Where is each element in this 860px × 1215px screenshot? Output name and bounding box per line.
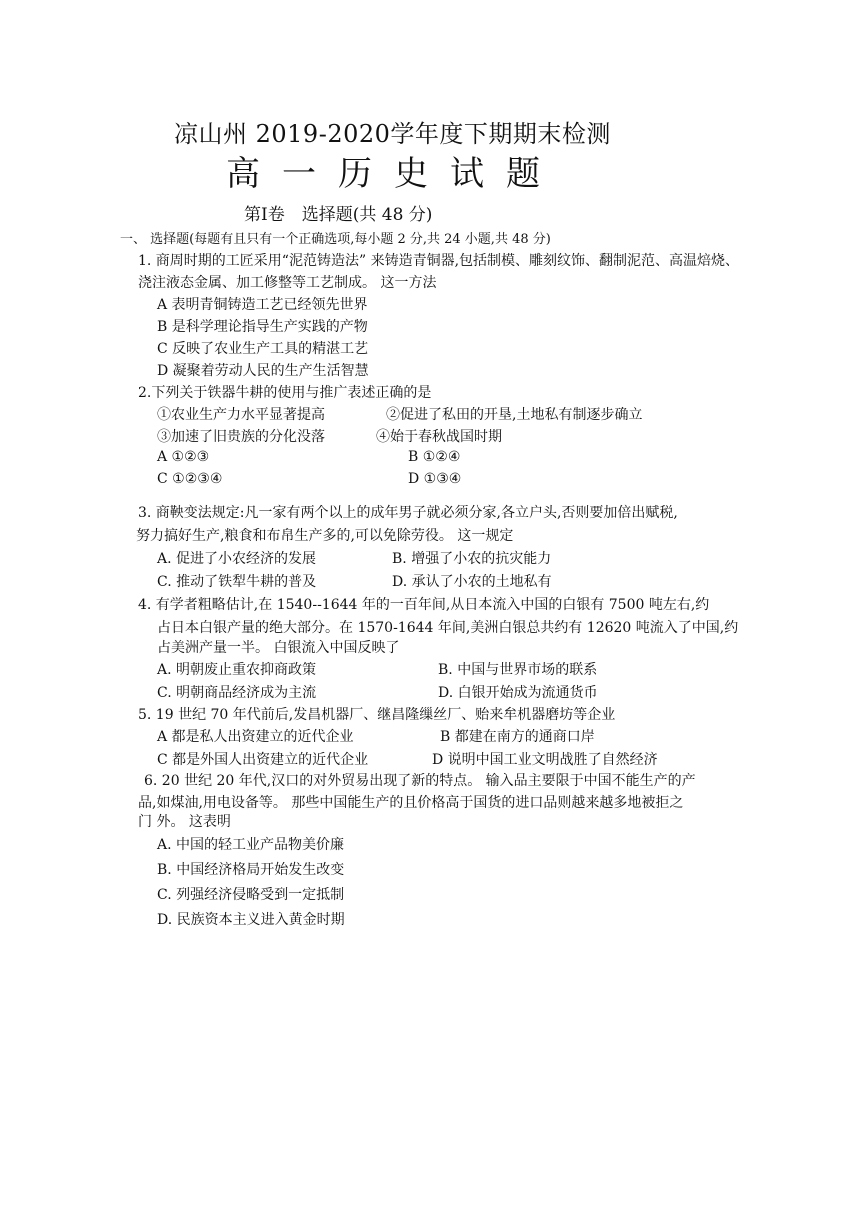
- question-2-option-d[interactable]: D ①③④: [408, 471, 462, 487]
- question-6-option-a[interactable]: A. 中国的轻工业产品物美价廉: [157, 837, 345, 853]
- question-2-item-1: ①农业生产力水平显著提高: [157, 407, 325, 423]
- question-5-option-d[interactable]: D 说明中国工业文明战胜了自然经济: [432, 752, 658, 768]
- question-3-option-c[interactable]: C. 推动了铁犁牛耕的普及: [157, 574, 317, 590]
- question-1-option-a[interactable]: A 表明青铜铸造工艺已经领先世界: [157, 297, 368, 313]
- question-6-stem-line2: 品,如煤油,用电设备等。 那些中国能生产的且价格高于国货的进口品则越来越多地被拒之: [138, 795, 684, 811]
- question-4-option-b[interactable]: B. 中国与世界市场的联系: [438, 662, 598, 678]
- exam-title-line1: 凉山州 2019-2020学年度下期期末检测: [174, 120, 611, 148]
- question-6-option-d[interactable]: D. 民族资本主义进入黄金时期: [157, 912, 345, 928]
- question-3-stem-line2: 努力搞好生产,粮食和布帛生产多的,可以免除劳役。 这一规定: [136, 528, 514, 544]
- question-1-stem-line2: 浇注液态金属、加工修整等工艺制成。 这一方法: [138, 275, 437, 291]
- question-6-option-b[interactable]: B. 中国经济格局开始发生改变: [157, 862, 345, 878]
- question-3-stem-line1: 3. 商鞅变法规定:凡一家有两个以上的成年男子就必须分家,各立户头,否则要加倍出赋税,: [138, 505, 678, 521]
- question-6-stem-line3: 门 外。 这表明: [138, 814, 231, 830]
- question-2-option-c[interactable]: C ①②③④: [157, 471, 223, 487]
- question-5-stem: 5. 19 世纪 70 年代前后,发昌机器厂、继昌隆缫丝厂、贻来牟机器磨坊等企业: [138, 707, 616, 723]
- question-4-stem-line2: 占日本白银产量的绝大部分。在 1570-1644 年间,美洲白银总共约有 12620 吨流入了中国,约: [157, 620, 739, 636]
- question-5-option-c[interactable]: C 都是外国人出资建立的近代企业: [157, 752, 369, 768]
- question-4-option-d[interactable]: D. 白银开始成为流通货币: [438, 685, 598, 701]
- question-4-stem-line3: 占美洲产量一半。 白银流入中国反映了: [157, 640, 400, 656]
- question-3-option-d[interactable]: D. 承认了小农的土地私有: [392, 574, 552, 590]
- question-4-option-a[interactable]: A. 明朝废止重农抑商政策: [157, 662, 317, 678]
- question-6-stem-line1: 6. 20 世纪 20 年代,汉口的对外贸易出现了新的特点。 输入品主要限于中国不能生产的产: [144, 773, 696, 789]
- question-2-stem: 2.下列关于铁器牛耕的使用与推广表述正确的是: [138, 385, 432, 401]
- question-1-option-c[interactable]: C 反映了农业生产工具的精湛工艺: [157, 341, 369, 357]
- question-2-item-4: ④始于春秋战国时期: [376, 429, 502, 445]
- part1-heading: 第Ⅰ卷 选择题(共 48 分): [244, 205, 433, 225]
- question-6-option-c[interactable]: C. 列强经济侵略受到一定抵制: [157, 887, 345, 903]
- section-instructions: 一、 选择题(每题有且只有一个正确选项,每小题 2 分,共 24 小题,共 48 分): [120, 232, 551, 247]
- question-1-option-d[interactable]: D 凝聚着劳动人民的生产生活智慧: [157, 363, 369, 379]
- question-3-option-b[interactable]: B. 增强了小农的抗灾能力: [392, 551, 552, 567]
- question-1-stem-line1: 1. 商周时期的工匠采用“泥范铸造法” 来铸造青铜器,包括制模、雕刻纹饰、翻制泥范、高温焙烧、: [138, 253, 740, 269]
- question-2-item-2: ②促进了私田的开垦,土地私有制逐步确立: [386, 407, 643, 423]
- question-2-option-b[interactable]: B ①②④: [408, 449, 461, 465]
- question-5-option-a[interactable]: A 都是私人出资建立的近代企业: [157, 729, 354, 745]
- question-4-option-c[interactable]: C. 明朝商品经济成为主流: [157, 685, 317, 701]
- question-4-stem-line1: 4. 有学者粗略估计,在 1540--1644 年的一百年间,从日本流入中国的白银有 7500 吨左右,约: [138, 597, 710, 613]
- question-1-option-b[interactable]: B 是科学理论指导生产实践的产物: [157, 319, 368, 335]
- exam-title-subject: 高一历史试题: [226, 154, 562, 194]
- question-3-option-a[interactable]: A. 促进了小农经济的发展: [157, 551, 317, 567]
- question-5-option-b[interactable]: B 都建在南方的通商口岸: [440, 729, 595, 745]
- question-2-item-3: ③加速了旧贵族的分化没落: [157, 429, 325, 445]
- question-2-option-a[interactable]: A ①②③: [157, 449, 210, 465]
